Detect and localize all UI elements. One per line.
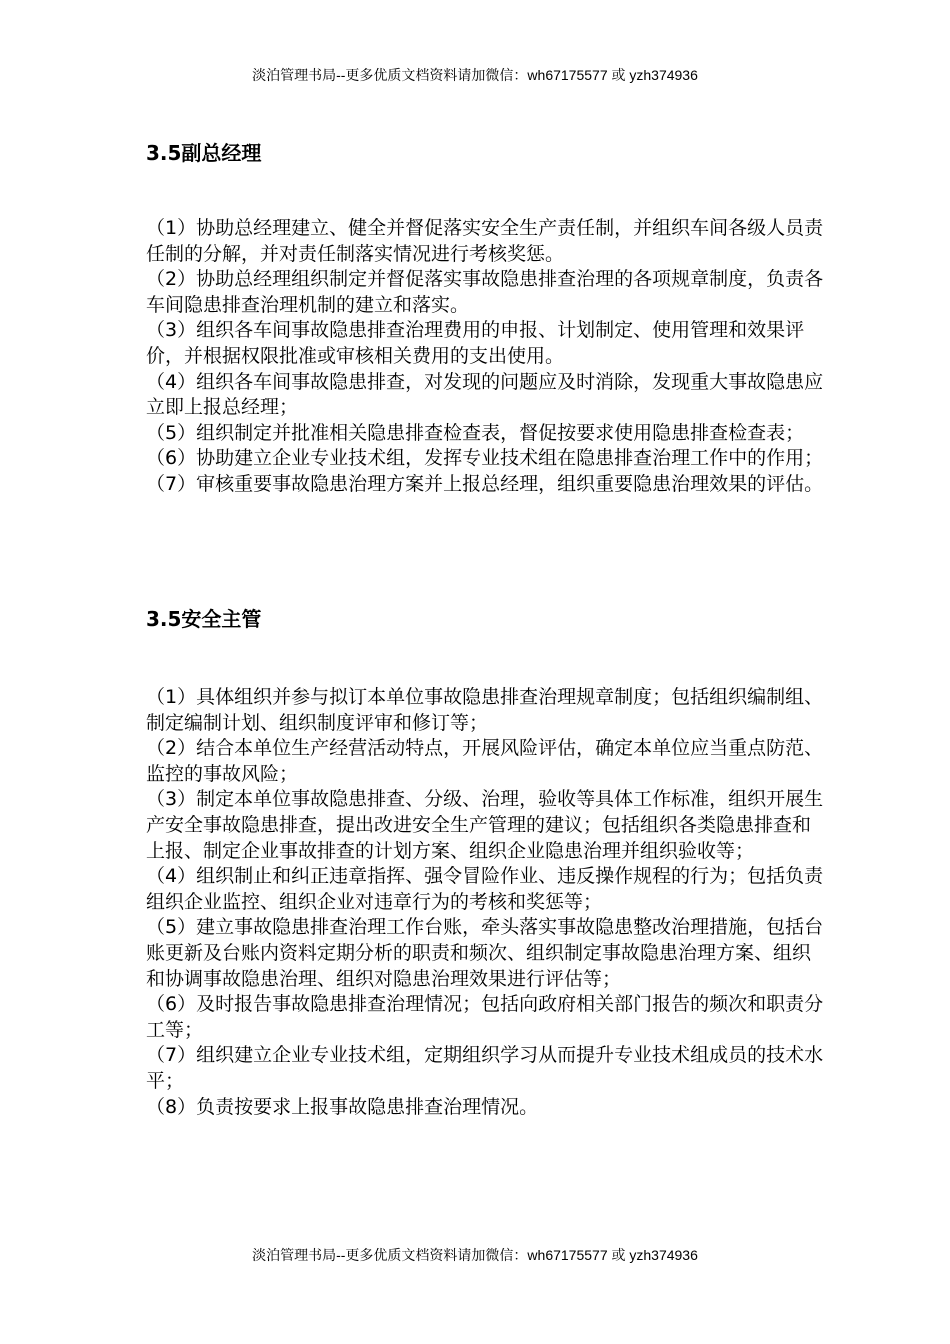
duty-item: （3）组织各车间事故隐患排查治理费用的申报、计划制定、使用管理和效果评价，并根据权限批准或审核相关费用的支出使用。 [146,319,805,367]
duty-item: （5）建立事故隐患排查治理工作台账，牵头落实事故隐患整改治理措施，包括台账更新及台账内资料定期分析的职责和频次、组织制定事故隐患治理方案、组织和协调事故隐患治理、组织对隐患治理效果进行评估等； [146,916,824,990]
duty-item: （2）协助总经理组织制定并督促落实事故隐患排查治理的各项规章制度，负责各车间隐患排查治理机制的建立和落实。 [146,268,824,316]
duty-item: （4）组织制止和纠正违章指挥、强令冒险作业、违反操作规程的行为；包括负责组织企业监控、组织企业对违章行为的考核和奖惩等； [146,865,824,913]
duty-item: （7）组织建立企业专业技术组，定期组织学习从而提升专业技术组成员的技术水平； [146,1044,824,1092]
duty-item: （6）协助建立企业专业技术组，发挥专业技术组在隐患排查治理工作中的作用； [146,447,824,470]
duty-item: （1）协助总经理建立、健全并督促落实安全生产责任制，并组织车间各级人员责任制的分解，并对责任制落实情况进行考核奖惩。 [146,217,824,265]
duty-item: （2）结合本单位生产经营活动特点，开展风险评估，确定本单位应当重点防范、监控的事故风险； [146,737,824,785]
duty-item: （5）组织制定并批准相关隐患排查检查表，督促按要求使用隐患排查检查表； [146,421,805,444]
duty-item: （8）负责按要求上报事故隐患排查治理情况。 [146,1095,539,1118]
footer-watermark-note: 淡泊管理书局--更多优质文档资料请加微信：wh67175577 或 yzh374936 [252,1247,698,1263]
deputy-general-manager-duties-list [146,216,826,498]
safety-supervisor-duties-list [146,685,826,1120]
section-title-safety-supervisor: 3.5安全主管 [146,607,262,631]
duty-item: （6）及时报告事故隐患排查治理情况；包括向政府相关部门报告的频次和职责分工等； [146,993,824,1041]
duty-item: （4）组织各车间事故隐患排查，对发现的问题应及时消除，发现重大事故隐患应立即上报总经理； [146,370,824,419]
duty-item: （7）审核重要事故隐患治理方案并上报总经理，组织重要隐患治理效果的评估。 [146,472,824,495]
duty-item: （1）具体组织并参与拟订本单位事故隐患排查治理规章制度；包括组织编制组、制定编制计划、组织制度评审和修订等； [146,686,824,734]
header-watermark-note: 淡泊管理书局--更多优质文档资料请加微信：wh67175577 或 yzh374936 [252,67,698,83]
section-title-deputy-general-manager: 3.5副总经理 [146,141,262,165]
duty-item: （3）制定本单位事故隐患排查、分级、治理，验收等具体工作标准，组织开展生产安全事故隐患排查，提出改进安全生产管理的建议；包括组织各类隐患排查和上报、制定企业事故排查的计划方案、组织企业隐患治理并组织验收等； [146,788,824,862]
